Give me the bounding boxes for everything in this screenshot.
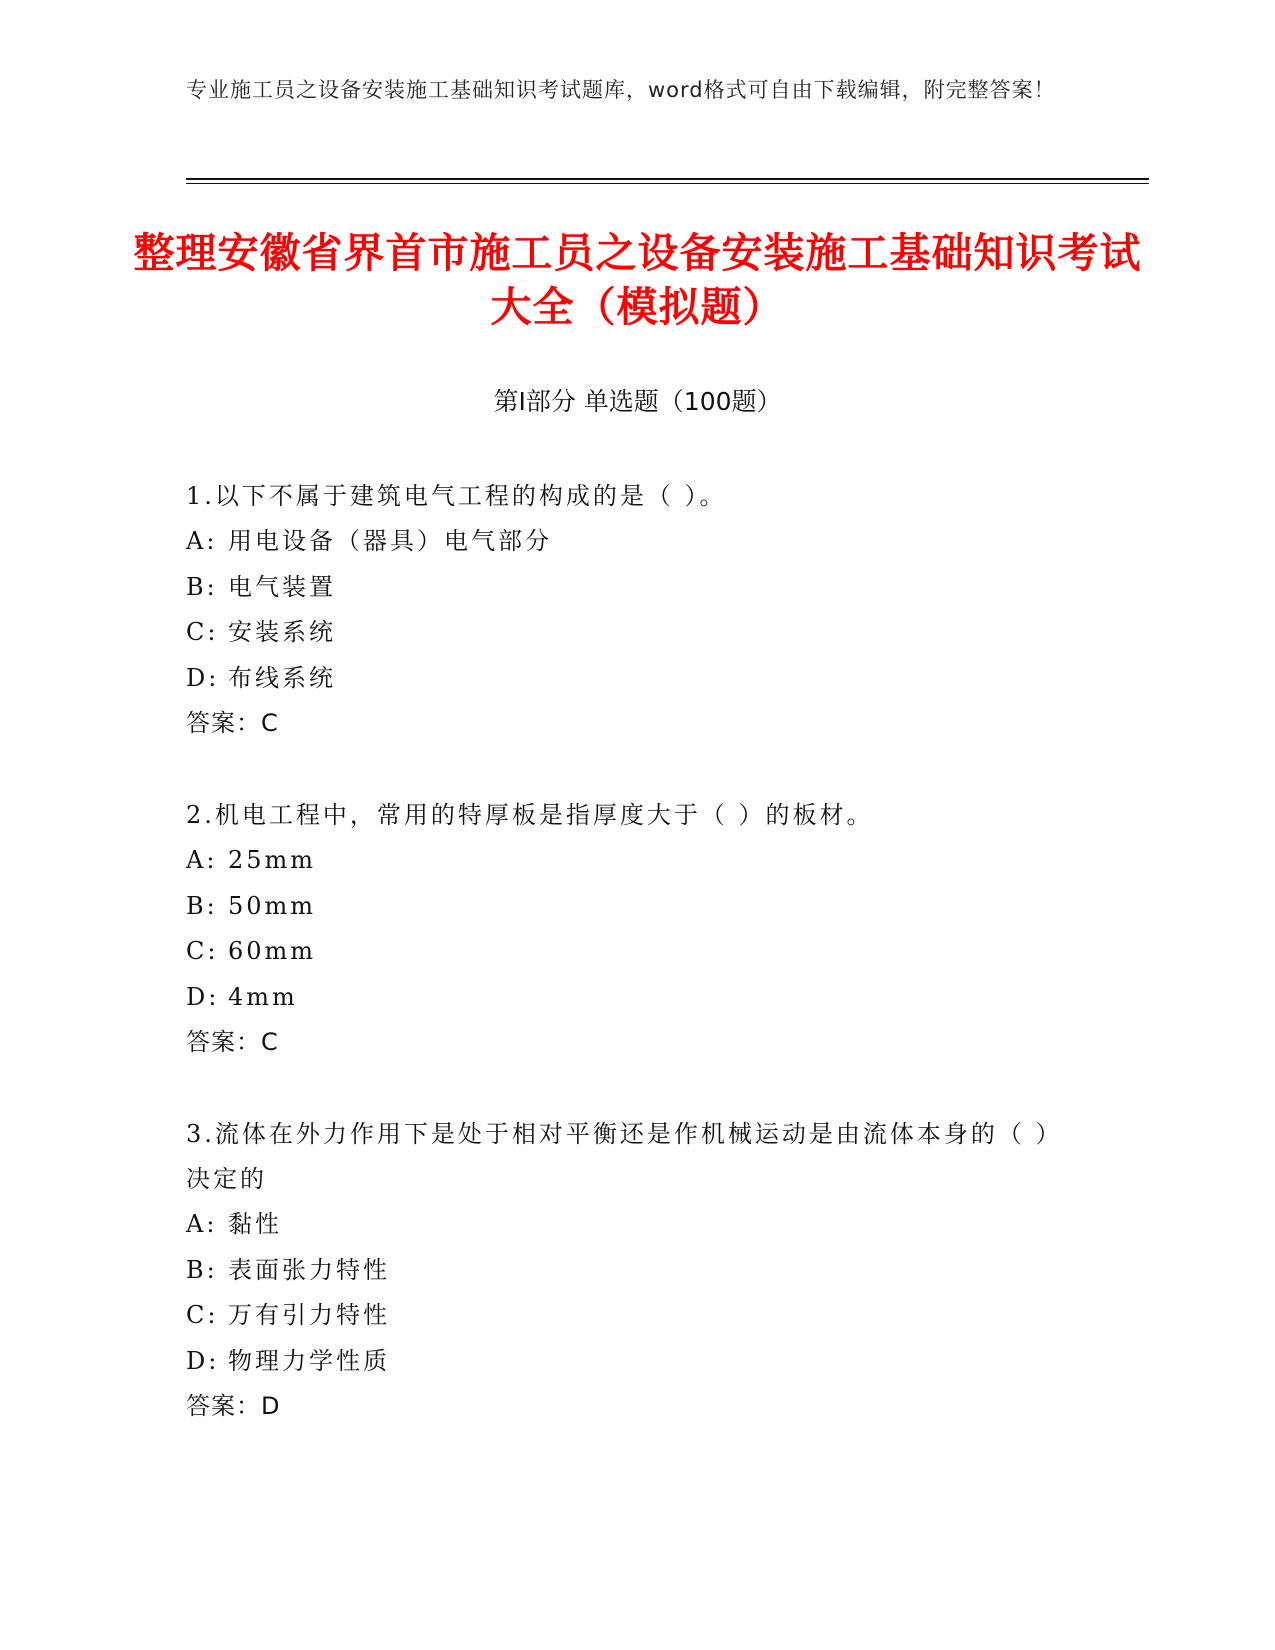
option-key: A: <box>186 527 218 555</box>
option-b <box>186 565 1086 611</box>
answer-line: 答案：C <box>186 1028 279 1056</box>
document-title: 整理安徽省界首市施工员之设备安装施工基础知识考试大全（模拟题） <box>133 229 1142 331</box>
option-a <box>186 1202 1086 1248</box>
question-stem: 3.流体在外力作用下是处于相对平衡还是作机械运动是由流体本身的（ ）决定的 <box>186 1120 1063 1193</box>
option-b <box>186 884 1086 930</box>
option-c <box>186 929 1086 975</box>
option-key: B: <box>186 891 218 920</box>
option-b <box>186 1248 1086 1294</box>
option-key: A: <box>186 846 218 874</box>
option-d <box>186 1339 1086 1385</box>
option-key: B: <box>186 572 218 601</box>
option-text: 黏性 <box>228 1210 282 1238</box>
question-2 <box>186 793 1086 1065</box>
option-text: 表面张力特性 <box>228 1255 390 1284</box>
option-key: D: <box>186 982 220 1011</box>
section-heading: 第Ⅰ部分 单选题（100题） <box>493 387 782 416</box>
option-key: D: <box>186 663 220 692</box>
option-text: 60mm <box>228 937 317 965</box>
option-text: 布线系统 <box>228 663 336 692</box>
answer-line: 答案：C <box>186 709 279 737</box>
option-text: 万有引力特性 <box>228 1301 390 1329</box>
option-text: 50mm <box>228 891 317 920</box>
option-text: 25mm <box>228 846 317 874</box>
option-d <box>186 975 1086 1021</box>
option-c <box>186 1293 1086 1339</box>
option-key: C: <box>186 937 219 965</box>
answer-line: 答案：D <box>186 1392 281 1420</box>
option-key: C: <box>186 618 219 646</box>
question-list <box>186 474 1086 1476</box>
option-key: B: <box>186 1255 218 1284</box>
option-text: 用电设备（器具）电气部分 <box>228 527 552 555</box>
option-a <box>186 838 1086 884</box>
question-3 <box>186 1112 1086 1429</box>
header-note: 专业施工员之设备安装施工基础知识考试题库，word格式可自由下载编辑，附完整答案！ <box>186 78 1056 102</box>
option-c <box>186 610 1086 656</box>
option-key: C: <box>186 1301 219 1329</box>
question-stem: 2.机电工程中，常用的特厚板是指厚度大于（ ）的板材。 <box>186 801 874 829</box>
question-1 <box>186 474 1086 746</box>
option-text: 电气装置 <box>228 572 336 601</box>
option-a <box>186 519 1086 565</box>
header-divider-thin <box>186 183 1149 184</box>
option-key: D: <box>186 1346 220 1375</box>
header-divider-thick <box>186 178 1149 180</box>
option-text: 安装系统 <box>228 618 336 646</box>
option-text: 物理力学性质 <box>228 1346 390 1375</box>
question-stem: 1.以下不属于建筑电气工程的构成的是（ ）。 <box>186 482 727 510</box>
option-text: 4mm <box>228 982 298 1011</box>
option-d <box>186 656 1086 702</box>
option-key: A: <box>186 1210 218 1238</box>
